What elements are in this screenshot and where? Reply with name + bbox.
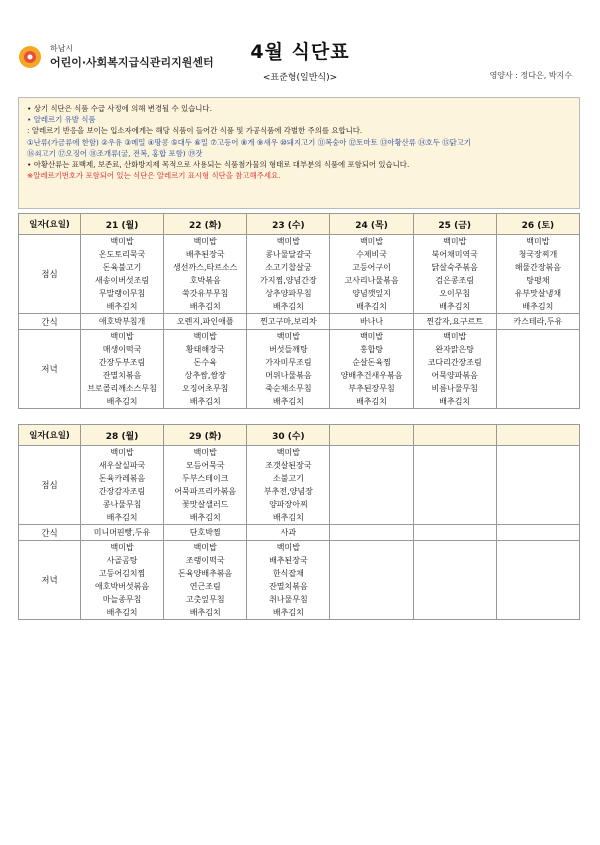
lunch-cell [81, 446, 164, 525]
menu-item [330, 511, 412, 524]
lunch-cell [413, 446, 496, 525]
dinner-cell [247, 541, 330, 620]
menu-item [414, 554, 496, 567]
menu-item: 부추된장무침 [348, 384, 395, 393]
menu-item: 청국장찌개 [518, 250, 558, 259]
menu-item [414, 580, 496, 593]
menu-item: 콩나물달걀국 [265, 250, 312, 259]
menu-item: 간장두부조림 [98, 358, 146, 367]
menu-item: 브로콜리깨소스무침 [87, 384, 157, 393]
dinner-label: 저녁 [19, 541, 81, 620]
menu-item: 두부스테이크 [182, 474, 229, 483]
menu-item [330, 498, 412, 511]
menu-item: 가자미무조림 [265, 358, 312, 367]
snack-cell [413, 525, 496, 541]
menu-item: 죽순채소무침 [265, 384, 312, 393]
menu-item [497, 485, 579, 498]
menu-item: 상추양파무침 [265, 289, 312, 298]
menu-item: 백미밥 [359, 332, 384, 341]
week1-header-row [19, 214, 580, 235]
menu-items [414, 330, 496, 408]
menu-item: 돈육카레볶음 [98, 474, 146, 483]
menu-item: 소불고기 [272, 474, 304, 483]
menu-item: 백미밥 [443, 332, 467, 341]
menu-item: 북어채미역국 [431, 250, 478, 259]
menu-item: 돈수육 [193, 358, 217, 367]
menu-item: 배추김치 [189, 302, 221, 311]
menu-items [81, 446, 163, 524]
week2-lunch-row [19, 446, 580, 525]
menu-items [414, 235, 496, 313]
lunch-cell [247, 446, 330, 525]
menu-item: 새송이버섯조림 [95, 276, 150, 285]
snack-label: 간식 [19, 525, 81, 541]
menu-items [247, 330, 329, 408]
menu-item: 생선까스,타르소스 [173, 263, 238, 272]
menu-item: 배추김치 [522, 302, 554, 311]
menu-item: 모듬어묵국 [185, 461, 225, 470]
lunch-cell [164, 235, 247, 314]
snack-cell: 단호박찜 [164, 525, 247, 541]
notice-line-allergy-list-1: ①난류(가금류에 한함) ②우유 ③메밀 ④땅콩 ⑤대두 ⑥밀 ⑦고등어 ⑧게 ⑨새우 ⑩돼지고기 ⑪복숭아 ⑫토마토 ⑬아황산류 ⑭호두 ⑮닭고기 [27, 137, 472, 147]
week1-menu-table [18, 213, 580, 409]
snack-cell: 바나나 [330, 314, 413, 330]
menu-items [330, 330, 412, 408]
menu-items [164, 541, 246, 619]
day-header [413, 425, 496, 446]
lunch-label: 점심 [19, 235, 81, 314]
menu-item: 오이무침 [439, 289, 471, 298]
menu-items [497, 541, 579, 619]
snack-cell: 오렌지,파인애플 [164, 314, 247, 330]
lunch-cell [330, 446, 413, 525]
menu-items [164, 235, 246, 313]
menu-items [497, 330, 579, 408]
date-header-label: 일자(요일) [19, 425, 81, 446]
week1-snack-row [19, 314, 580, 330]
menu-item: 소고기찹살궁 [265, 263, 312, 272]
menu-items [81, 330, 163, 408]
menu-item: 양념깻잎지 [352, 289, 391, 298]
menu-item [497, 554, 579, 567]
page-title: 4월 식단표 [250, 41, 350, 63]
menu-item: 백미밥 [110, 332, 134, 341]
notice-line-allergy-title: • 알레르기 유발 식품 [27, 115, 96, 125]
menu-item [414, 485, 496, 498]
notice-line-allergy-caution: : 알레르기 반응을 보이는 입소자에게는 해당 식품이 들어간 식품 및 가공식품에 각별한 주의를 요합니다. [27, 126, 363, 136]
menu-item [497, 382, 579, 395]
menu-items [247, 235, 329, 313]
menu-item: 배추김치 [272, 397, 304, 406]
menu-item: 한식잡채 [272, 569, 304, 578]
menu-item: 잔멸치볶음 [102, 371, 142, 380]
menu-item [330, 472, 412, 485]
menu-item: 백미밥 [110, 448, 134, 457]
lunch-cell [164, 446, 247, 525]
day-header: 21 (월) [81, 214, 164, 235]
menu-item: 취나물무침 [269, 595, 308, 604]
menu-item [414, 446, 496, 459]
menu-item: 버섯들깨탕 [269, 345, 308, 354]
menu-item: 조갯살된장국 [265, 461, 312, 470]
week1-lunch-row [19, 235, 580, 314]
menu-item: 탕평채 [526, 276, 550, 285]
menu-item [330, 485, 412, 498]
notice-line-sulfite: • 아황산류는 표백제, 보존료, 산화방지제 목적으로 사용되는 식품첨가물의 형태로 대부분의 식품에 포함되어 있습니다. [27, 160, 410, 170]
menu-items [81, 235, 163, 313]
menu-item: 잔멸치볶음 [269, 582, 308, 591]
menu-item [497, 369, 579, 382]
menu-item: 어묵양파볶음 [431, 371, 478, 380]
lunch-cell [496, 446, 579, 525]
menu-item [497, 593, 579, 606]
menu-item: 고등어김치찜 [98, 569, 146, 578]
menu-item [330, 567, 412, 580]
menu-item: 배추김치 [356, 302, 387, 311]
menu-item [414, 459, 496, 472]
menu-item: 돈육불고기 [102, 263, 142, 272]
menu-items [164, 330, 246, 408]
menu-item [414, 472, 496, 485]
menu-item: 오징어초무침 [182, 384, 229, 393]
menu-item: 배추김치 [272, 513, 304, 522]
menu-item [497, 343, 579, 356]
snack-cell [330, 525, 413, 541]
day-header [496, 425, 579, 446]
menu-item: 백미밥 [276, 332, 300, 341]
dinner-cell [330, 330, 413, 409]
lunch-cell [81, 235, 164, 314]
menu-item: 부추전,양념장 [263, 487, 313, 496]
menu-item: 배추김치 [356, 397, 387, 406]
menu-item: 양배추건새우볶음 [340, 371, 403, 380]
menu-item: 무말랭이무침 [98, 289, 146, 298]
menu-item: 쑥갓유부무침 [182, 289, 229, 298]
dinner-cell [330, 541, 413, 620]
menu-item: 완자맑은탕 [435, 345, 475, 354]
menu-item: 배추김치 [272, 608, 304, 617]
menu-item [414, 498, 496, 511]
dinner-cell [81, 541, 164, 620]
snack-cell: 미니머핀빵,두유 [81, 525, 164, 541]
menu-item [497, 567, 579, 580]
menu-item: 콩나물무침 [102, 500, 142, 509]
menu-item: 검은콩조림 [435, 276, 475, 285]
menu-item: 돈육양배추볶음 [178, 569, 233, 578]
menu-item [330, 593, 412, 606]
lunch-cell [330, 235, 413, 314]
menu-items [497, 446, 579, 524]
menu-item [497, 472, 579, 485]
day-header: 24 (목) [330, 214, 413, 235]
menu-items [330, 235, 412, 313]
menu-item: 매생이떡국 [102, 345, 142, 354]
menu-item: 닭살숙주볶음 [431, 263, 478, 272]
menu-items [414, 541, 496, 619]
menu-item: 유부맛살냉채 [514, 289, 562, 298]
notice-line-allergy-ref: ※알레르기번호가 포함되어 있는 식단은 알레르기 표시형 식단을 참고해주세요. [27, 171, 281, 181]
menu-item: 백미밥 [359, 237, 384, 246]
menu-item: 황태해장국 [185, 345, 225, 354]
menu-item [497, 511, 579, 524]
day-header: 26 (토) [496, 214, 579, 235]
menu-item: 백미밥 [193, 543, 217, 552]
day-header: 22 (화) [164, 214, 247, 235]
menu-item: 백미밥 [110, 237, 134, 246]
menu-items [414, 446, 496, 524]
menu-item [497, 606, 579, 619]
menu-items [330, 446, 412, 524]
dinner-label: 저녁 [19, 330, 81, 409]
menu-item: 배추김치 [189, 513, 221, 522]
menu-item: 코다리간장조림 [427, 358, 482, 367]
menu-item: 백미밥 [443, 237, 467, 246]
menu-items [164, 446, 246, 524]
menu-item [330, 580, 412, 593]
menu-item: 가지찜,양념간장 [260, 276, 317, 285]
menu-item [497, 580, 579, 593]
center-name: 어린이·사회복지급식관리지원센터 [50, 56, 214, 69]
dinner-cell [247, 330, 330, 409]
menu-item [414, 541, 496, 554]
menu-item: 순살돈육찜 [352, 358, 391, 367]
snack-cell: 애호박부침개 [81, 314, 164, 330]
day-header: 28 (월) [81, 425, 164, 446]
menu-item: 배추김치 [106, 513, 138, 522]
menu-item [497, 356, 579, 369]
dinner-cell [81, 330, 164, 409]
notice-box [18, 97, 580, 209]
menu-item [414, 606, 496, 619]
menu-item: 애호박버섯볶음 [95, 582, 150, 591]
menu-item: 배추김치 [189, 608, 221, 617]
menu-item [414, 511, 496, 524]
nutritionist-names: 영양사 : 정다은, 박지수 [489, 71, 572, 80]
menu-item [330, 606, 412, 619]
menu-item [330, 541, 412, 554]
menu-item [497, 498, 579, 511]
menu-item: 배추된장국 [185, 250, 225, 259]
menu-item: 백미밥 [110, 543, 134, 552]
notice-line-change: • 상기 식단은 식품 수급 사정에 의해 변경될 수 있습니다. [27, 104, 212, 113]
menu-item: 배추김치 [106, 397, 138, 406]
menu-item: 백미밥 [526, 237, 550, 246]
menu-item: 고등어구이 [352, 263, 391, 272]
menu-item: 해물간장볶음 [514, 263, 562, 272]
day-header: 23 (수) [247, 214, 330, 235]
menu-items [247, 541, 329, 619]
menu-item [330, 446, 412, 459]
dinner-cell [413, 541, 496, 620]
menu-item: 배추된장국 [269, 556, 308, 565]
menu-item: 머위나물볶음 [265, 371, 312, 380]
menu-item: 배추김치 [439, 397, 471, 406]
menu-item: 백미밥 [276, 448, 300, 457]
week1-dinner-row [19, 330, 580, 409]
menu-item: 간장감자조림 [98, 487, 146, 496]
menu-item: 배추김치 [189, 397, 221, 406]
menu-item: 수제비국 [356, 250, 387, 259]
week2-dinner-row [19, 541, 580, 620]
dinner-cell [164, 330, 247, 409]
week2-menu-table [18, 424, 580, 620]
menu-item: 어묵파프리카볶음 [174, 487, 237, 496]
day-header [330, 425, 413, 446]
menu-item [497, 446, 579, 459]
menu-item: 배추김치 [106, 608, 138, 617]
menu-type-subtitle: <표준형(일반식)> [262, 73, 338, 83]
menu-item: 온도토리묵국 [98, 250, 146, 259]
city-name: 하남시 [50, 44, 74, 53]
menu-item: 백미밥 [193, 237, 217, 246]
snack-cell: 찐고구마,보리차 [247, 314, 330, 330]
menu-item [330, 459, 412, 472]
menu-item: 호박볶음 [189, 276, 221, 285]
menu-item: 백미밥 [276, 237, 300, 246]
day-header: 30 (수) [247, 425, 330, 446]
dinner-cell [164, 541, 247, 620]
menu-item: 비름나물무침 [431, 384, 478, 393]
menu-item: 꽃맛살샐러드 [182, 500, 229, 509]
menu-item: 백미밥 [193, 448, 217, 457]
lunch-cell [496, 235, 579, 314]
day-header: 29 (화) [164, 425, 247, 446]
lunch-cell [247, 235, 330, 314]
week2-snack-row [19, 525, 580, 541]
dinner-cell [413, 330, 496, 409]
menu-item: 고춧잎무침 [185, 595, 225, 604]
menu-item [497, 541, 579, 554]
menu-item: 배추김치 [272, 302, 304, 311]
dinner-cell [496, 541, 579, 620]
menu-item: 백미밥 [276, 543, 300, 552]
menu-item: 배추김치 [106, 302, 138, 311]
menu-item: 배추김치 [439, 302, 471, 311]
menu-items [330, 541, 412, 619]
menu-item: 상추쌈,쌈장 [184, 371, 226, 380]
menu-item [414, 593, 496, 606]
menu-items [247, 446, 329, 524]
menu-item: 새우살실파국 [98, 461, 146, 470]
menu-items [497, 235, 579, 313]
week2-header-row [19, 425, 580, 446]
snack-label: 간식 [19, 314, 81, 330]
snack-cell: 사과 [247, 525, 330, 541]
snack-cell [496, 525, 579, 541]
date-header-label: 일자(요일) [19, 214, 81, 235]
menu-item: 연근조림 [189, 582, 221, 591]
menu-item: 양파장아찌 [269, 500, 308, 509]
menu-item [414, 567, 496, 580]
lunch-cell [413, 235, 496, 314]
dinner-cell [496, 330, 579, 409]
snack-cell: 카스테라,두유 [496, 314, 579, 330]
menu-items [81, 541, 163, 619]
menu-item: 마늘종무침 [102, 595, 142, 604]
menu-item [497, 395, 579, 408]
snack-cell: 찐감자,요구르트 [413, 314, 496, 330]
menu-item [497, 459, 579, 472]
menu-item: 백미밥 [193, 332, 217, 341]
notice-line-allergy-list-2: ⑯쇠고기 ⑰오징어 ⑱조개류(굴, 전복, 홍합 포함) ⑲잣 [27, 148, 203, 158]
menu-item: 조랭이떡국 [185, 556, 225, 565]
menu-item: 사골곰탕 [106, 556, 138, 565]
lunch-label: 점심 [19, 446, 81, 525]
menu-item: 고사리나물볶음 [344, 276, 399, 285]
menu-item [497, 330, 579, 343]
day-header: 25 (금) [413, 214, 496, 235]
menu-item: 홍합탕 [359, 345, 384, 354]
menu-item [330, 554, 412, 567]
